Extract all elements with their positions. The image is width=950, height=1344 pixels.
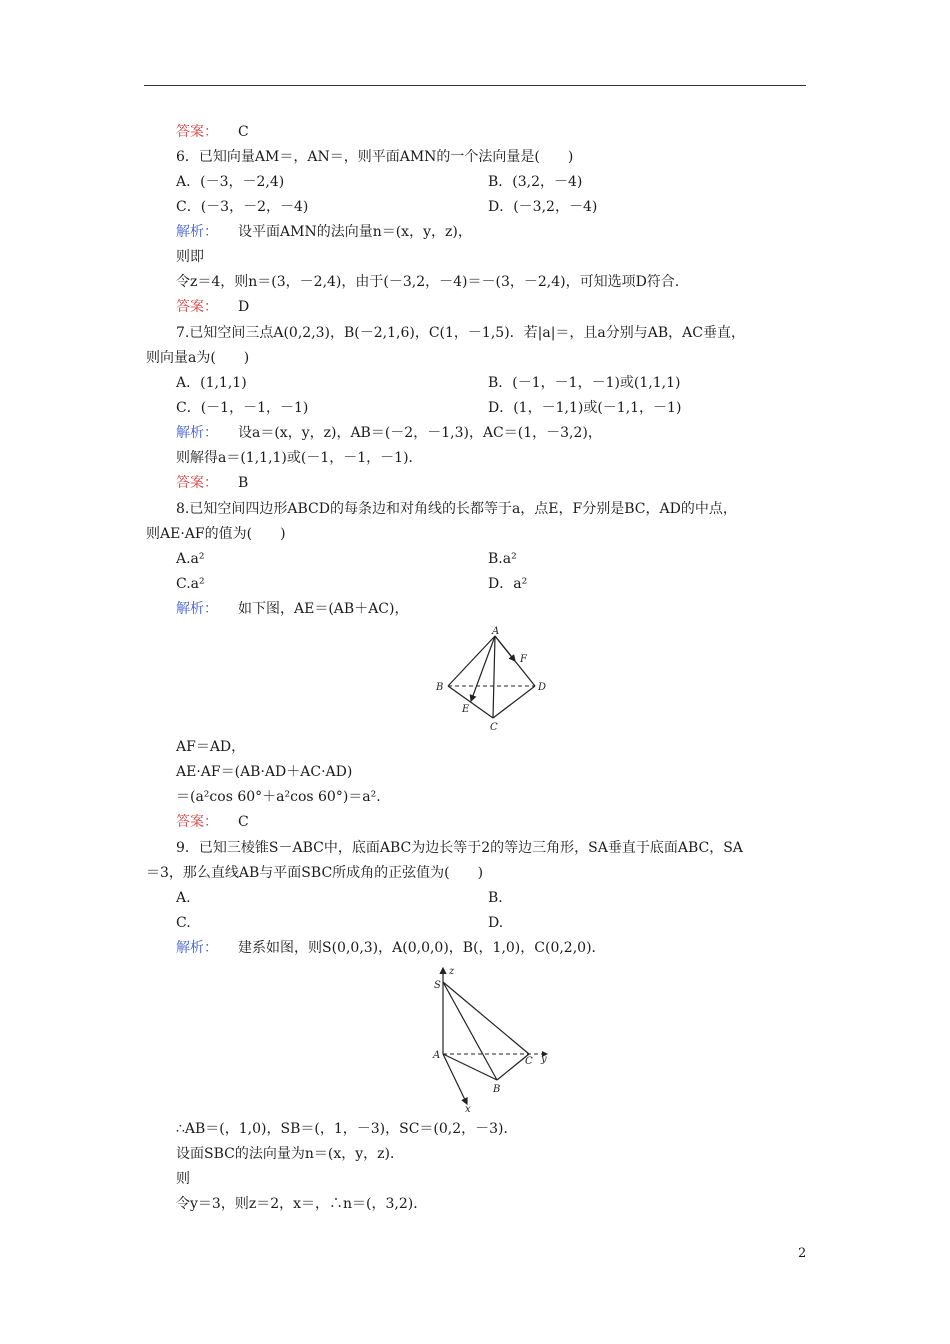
answer-label: 答案： <box>176 475 218 491</box>
q8-line3: AE·AF＝(AB·AD＋AC·AD) <box>176 764 353 780</box>
q9-line5: 令y＝3，则z＝2，x＝，∴n＝(，3,2)． <box>176 1196 428 1212</box>
q7-option-a: A．(1,1,1) <box>176 375 247 391</box>
fig8-label-e: E <box>462 704 470 715</box>
q7-analysis-text: 设a＝(x，y，z)，AB＝(－2，－1,3)，AC＝(1，－3,2)， <box>238 425 602 441</box>
pyramid-coordinate-figure <box>425 962 565 1114</box>
q6-option-d: D．(－3,2，－4) <box>488 199 598 215</box>
q6-analysis <box>176 222 472 242</box>
answer-label: 答案： <box>176 299 218 315</box>
q6-answer-line <box>176 297 249 317</box>
q5-answer: C <box>238 124 249 140</box>
q8-answer-line <box>176 812 249 832</box>
fig9-label-z: z <box>449 966 455 977</box>
q9-line2: ∴AB＝(，1,0)，SB＝(，1，－3)，SC＝(0,2，－3)． <box>176 1121 518 1137</box>
fig9-label-a: A <box>433 1050 441 1061</box>
fig9-label-x: x <box>465 1104 471 1114</box>
q5-answer-line <box>176 122 249 142</box>
q7-answer: B <box>238 475 249 491</box>
fig8-label-f: F <box>520 654 527 665</box>
fig9-label-s: S <box>434 980 441 991</box>
q8-line4: ＝(a²cos 60°＋a²cos 60°)＝a². <box>176 789 381 805</box>
q8-stem-2: 则AE·AF的值为( ) <box>146 526 286 542</box>
q8-line2: AF＝AD， <box>176 739 246 755</box>
q7-option-d: D．(1，－1,1)或(－1,1，－1) <box>488 400 682 416</box>
q6-line2: 则即 <box>176 249 204 265</box>
fig9-label-b: B <box>493 1084 501 1095</box>
analysis-label: 解析： <box>176 601 218 617</box>
q7-option-b: B．(－1，－1，－1)或(1,1,1) <box>488 375 681 391</box>
q9-option-c: C. <box>176 915 191 931</box>
q6-line3: 令z＝4，则n＝(3，－2,4)，由于(－3,2，－4)＝－(3，－2,4)，可知选项D符合. <box>176 274 680 290</box>
fig9-label-y: y <box>541 1054 547 1065</box>
q7-line2: 则解得a＝(1,1,1)或(－1，－1，－1)． <box>176 450 423 466</box>
answer-label: 答案： <box>176 814 218 830</box>
q9-option-b: B. <box>488 890 503 906</box>
page-number: 2 <box>798 1246 807 1261</box>
q7-answer-line <box>176 473 248 493</box>
fig8-label-b: B <box>436 682 444 693</box>
q6-option-b: B．(3,2，－4) <box>488 174 583 190</box>
q9-stem-1: 9．已知三棱锥S－ABC中，底面ABC为边长等于2的等边三角形，SA垂直于底面ABC，SA <box>176 840 743 856</box>
header-rule <box>144 85 806 86</box>
q8-option-b: B.a² <box>488 551 517 567</box>
fig9-label-c: C <box>525 1056 533 1067</box>
q9-option-d: D. <box>488 915 504 931</box>
q9-line4: 则 <box>176 1171 190 1187</box>
fig8-label-a: A <box>492 626 500 637</box>
q6-option-a: A．(－3，－2,4) <box>176 174 285 190</box>
q8-option-c: C.a² <box>176 576 205 592</box>
analysis-label: 解析： <box>176 224 218 240</box>
answer-label: 答案： <box>176 124 218 140</box>
q9-analysis <box>176 938 606 958</box>
q6-stem: 6．已知向量AM＝，AN＝，则平面AMN的一个法向量是( ) <box>176 149 574 165</box>
q6-answer: D <box>238 299 250 315</box>
q8-option-d: D．a² <box>488 576 528 592</box>
fig8-label-d: D <box>538 682 547 693</box>
fig8-label-c: C <box>490 722 498 733</box>
q7-stem-2: 则向量a为( ) <box>146 350 250 366</box>
analysis-label: 解析： <box>176 940 218 956</box>
tetrahedron-figure <box>430 624 560 736</box>
q8-stem-1: 8.已知空间四边形ABCD的每条边和对角线的长都等于a，点E，F分别是BC，AD的中点， <box>176 501 737 517</box>
q8-answer: C <box>238 814 249 830</box>
q6-analysis-text: 设平面AMN的法向量n＝(x，y，z)， <box>238 224 472 240</box>
q8-analysis <box>176 599 408 619</box>
q8-analysis-text: 如下图，AE＝(AB＋AC)， <box>238 601 409 617</box>
q6-option-c: C．(－3，－2，－4) <box>176 199 309 215</box>
q9-stem-2: ＝3，那么直线AB与平面SBC所成角的正弦值为( ) <box>146 865 484 881</box>
q7-option-c: C．(－1，－1，－1) <box>176 400 309 416</box>
q9-line3: 设面SBC的法向量为n＝(x，y，z)． <box>176 1146 404 1162</box>
q8-option-a: A.a² <box>176 551 205 567</box>
q9-analysis-text: 建系如图，则S(0,0,3)，A(0,0,0)，B(，1,0)，C(0,2,0)． <box>238 940 606 956</box>
q7-analysis <box>176 423 602 443</box>
q9-option-a: A. <box>176 890 191 906</box>
q7-stem-1: 7.已知空间三点A(0,2,3)，B(－2,1,6)，C(1，－1,5)．若|a|＝，且a分别与AB，AC垂直， <box>176 325 746 341</box>
analysis-label: 解析： <box>176 425 218 441</box>
